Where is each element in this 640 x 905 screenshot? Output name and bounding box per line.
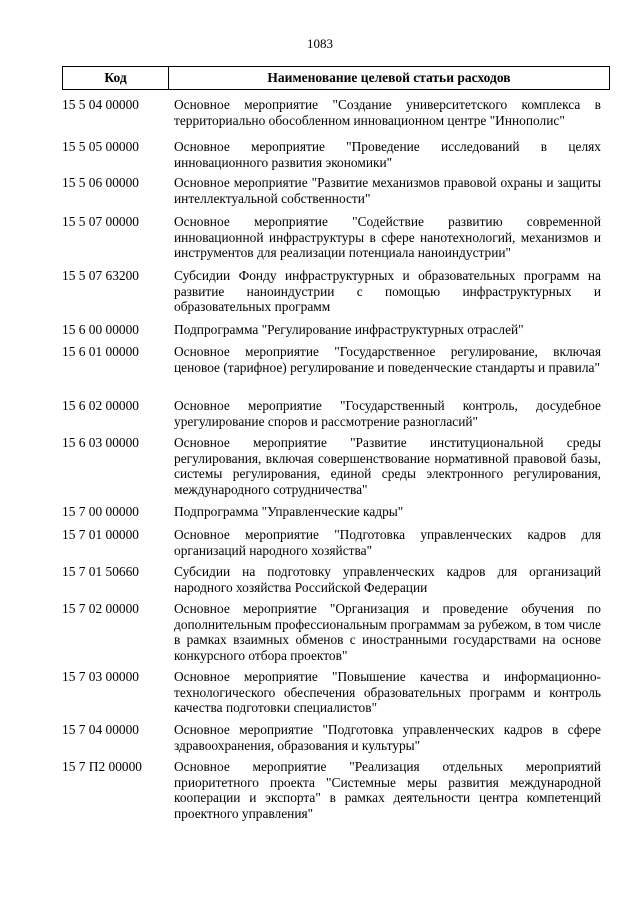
table-row bbox=[62, 564, 610, 601]
row-code: 15 5 06 00000 bbox=[62, 175, 139, 190]
table-row bbox=[62, 139, 610, 175]
row-text: Основное мероприятие "Создание университетского комплекса в территориально обособленном инновационном центре "Иннополис" bbox=[174, 97, 601, 128]
page-number: 1083 bbox=[307, 36, 333, 51]
row-code: 15 6 03 00000 bbox=[62, 435, 139, 450]
table-row bbox=[62, 214, 610, 268]
row-text: Основное мероприятие "Подготовка управленческих кадров для организаций народного хозяйства" bbox=[174, 527, 601, 558]
row-text: Субсидии на подготовку управленческих кадров для организаций народного хозяйства Российской Федерации bbox=[174, 564, 601, 595]
row-code: 15 5 04 00000 bbox=[62, 97, 139, 112]
row-code: 15 5 05 00000 bbox=[62, 139, 139, 154]
row-text: Основное мероприятие "Проведение исследований в целях инновационного развития экономики" bbox=[174, 139, 601, 170]
table-row bbox=[62, 398, 610, 435]
row-text: Субсидии Фонду инфраструктурных и образовательных программ на развитие наноиндустрии с помощью инфраструктурных и образовательных программ bbox=[174, 268, 601, 314]
row-text: Основное мероприятие "Развитие институциональной среды регулирования, включая совершенствование нормативной правовой базы, системы регулирования, единой среды электронного регулирования, международного сотрудничества" bbox=[174, 435, 601, 497]
table-row bbox=[62, 601, 610, 669]
row-code: 15 7 П2 00000 bbox=[62, 759, 142, 774]
table-row bbox=[62, 669, 610, 722]
table-row bbox=[62, 435, 610, 504]
row-text: Основное мероприятие "Реализация отдельных мероприятий приоритетного проекта "Системные меры развития международной кооперации и экспорта" в рамках деятельности центра компетенций проектного управления" bbox=[174, 759, 601, 821]
header-code: Код bbox=[63, 67, 169, 89]
row-code: 15 5 07 63200 bbox=[62, 268, 139, 283]
table-body bbox=[62, 97, 610, 823]
row-text: Подпрограмма "Управленческие кадры" bbox=[174, 504, 404, 519]
row-code: 15 7 01 00000 bbox=[62, 527, 139, 542]
row-code: 15 5 07 00000 bbox=[62, 214, 139, 229]
row-text: Основное мероприятие "Государственный контроль, досудебное урегулирование споров и рассмотрение разногласий" bbox=[174, 398, 601, 429]
table-row bbox=[62, 268, 610, 322]
table-row bbox=[62, 97, 610, 139]
row-code: 15 7 01 50660 bbox=[62, 564, 139, 579]
table-row bbox=[62, 527, 610, 564]
table-row bbox=[62, 175, 610, 214]
row-text: Основное мероприятие "Повышение качества и информационно-технологического обеспечения образовательных программ и контроль качества подготовки специалистов" bbox=[174, 669, 601, 715]
table-row bbox=[62, 504, 610, 527]
row-code: 15 6 00 00000 bbox=[62, 322, 139, 337]
row-code: 15 7 02 00000 bbox=[62, 601, 139, 616]
row-text: Основное мероприятие "Содействие развитию современной инновационной инфраструктуры в сфере нанотехнологий, механизмов и инструментов для реализации потенциала наноиндустрии" bbox=[174, 214, 601, 260]
table-row bbox=[62, 759, 610, 823]
table-row bbox=[62, 722, 610, 759]
table-row bbox=[62, 344, 610, 398]
table-header bbox=[62, 66, 610, 90]
row-code: 15 7 03 00000 bbox=[62, 669, 139, 684]
row-text: Основное мероприятие "Подготовка управленческих кадров в сфере здравоохранения, образования и культуры" bbox=[174, 722, 601, 753]
row-text: Основное мероприятие "Развитие механизмов правовой охраны и защиты интеллектуальной собственности" bbox=[174, 175, 601, 206]
row-code: 15 6 02 00000 bbox=[62, 398, 139, 413]
row-text: Основное мероприятие "Организация и проведение обучения по дополнительным профессиональным программам за рубежом, в том числе в рамках взаимных обменов с иностранными государствами на основе конкурсного отбора проектов" bbox=[174, 601, 601, 663]
row-text: Основное мероприятие "Государственное регулирование, включая ценовое (тарифное) регулирование и поведенческие стандарты и правила" bbox=[174, 344, 601, 375]
header-name: Наименование целевой статьи расходов bbox=[267, 70, 511, 85]
table-row bbox=[62, 322, 610, 344]
row-code: 15 7 04 00000 bbox=[62, 722, 139, 737]
row-code: 15 6 01 00000 bbox=[62, 344, 139, 359]
row-code: 15 7 00 00000 bbox=[62, 504, 139, 519]
row-text: Подпрограмма "Регулирование инфраструктурных отраслей" bbox=[174, 322, 524, 337]
